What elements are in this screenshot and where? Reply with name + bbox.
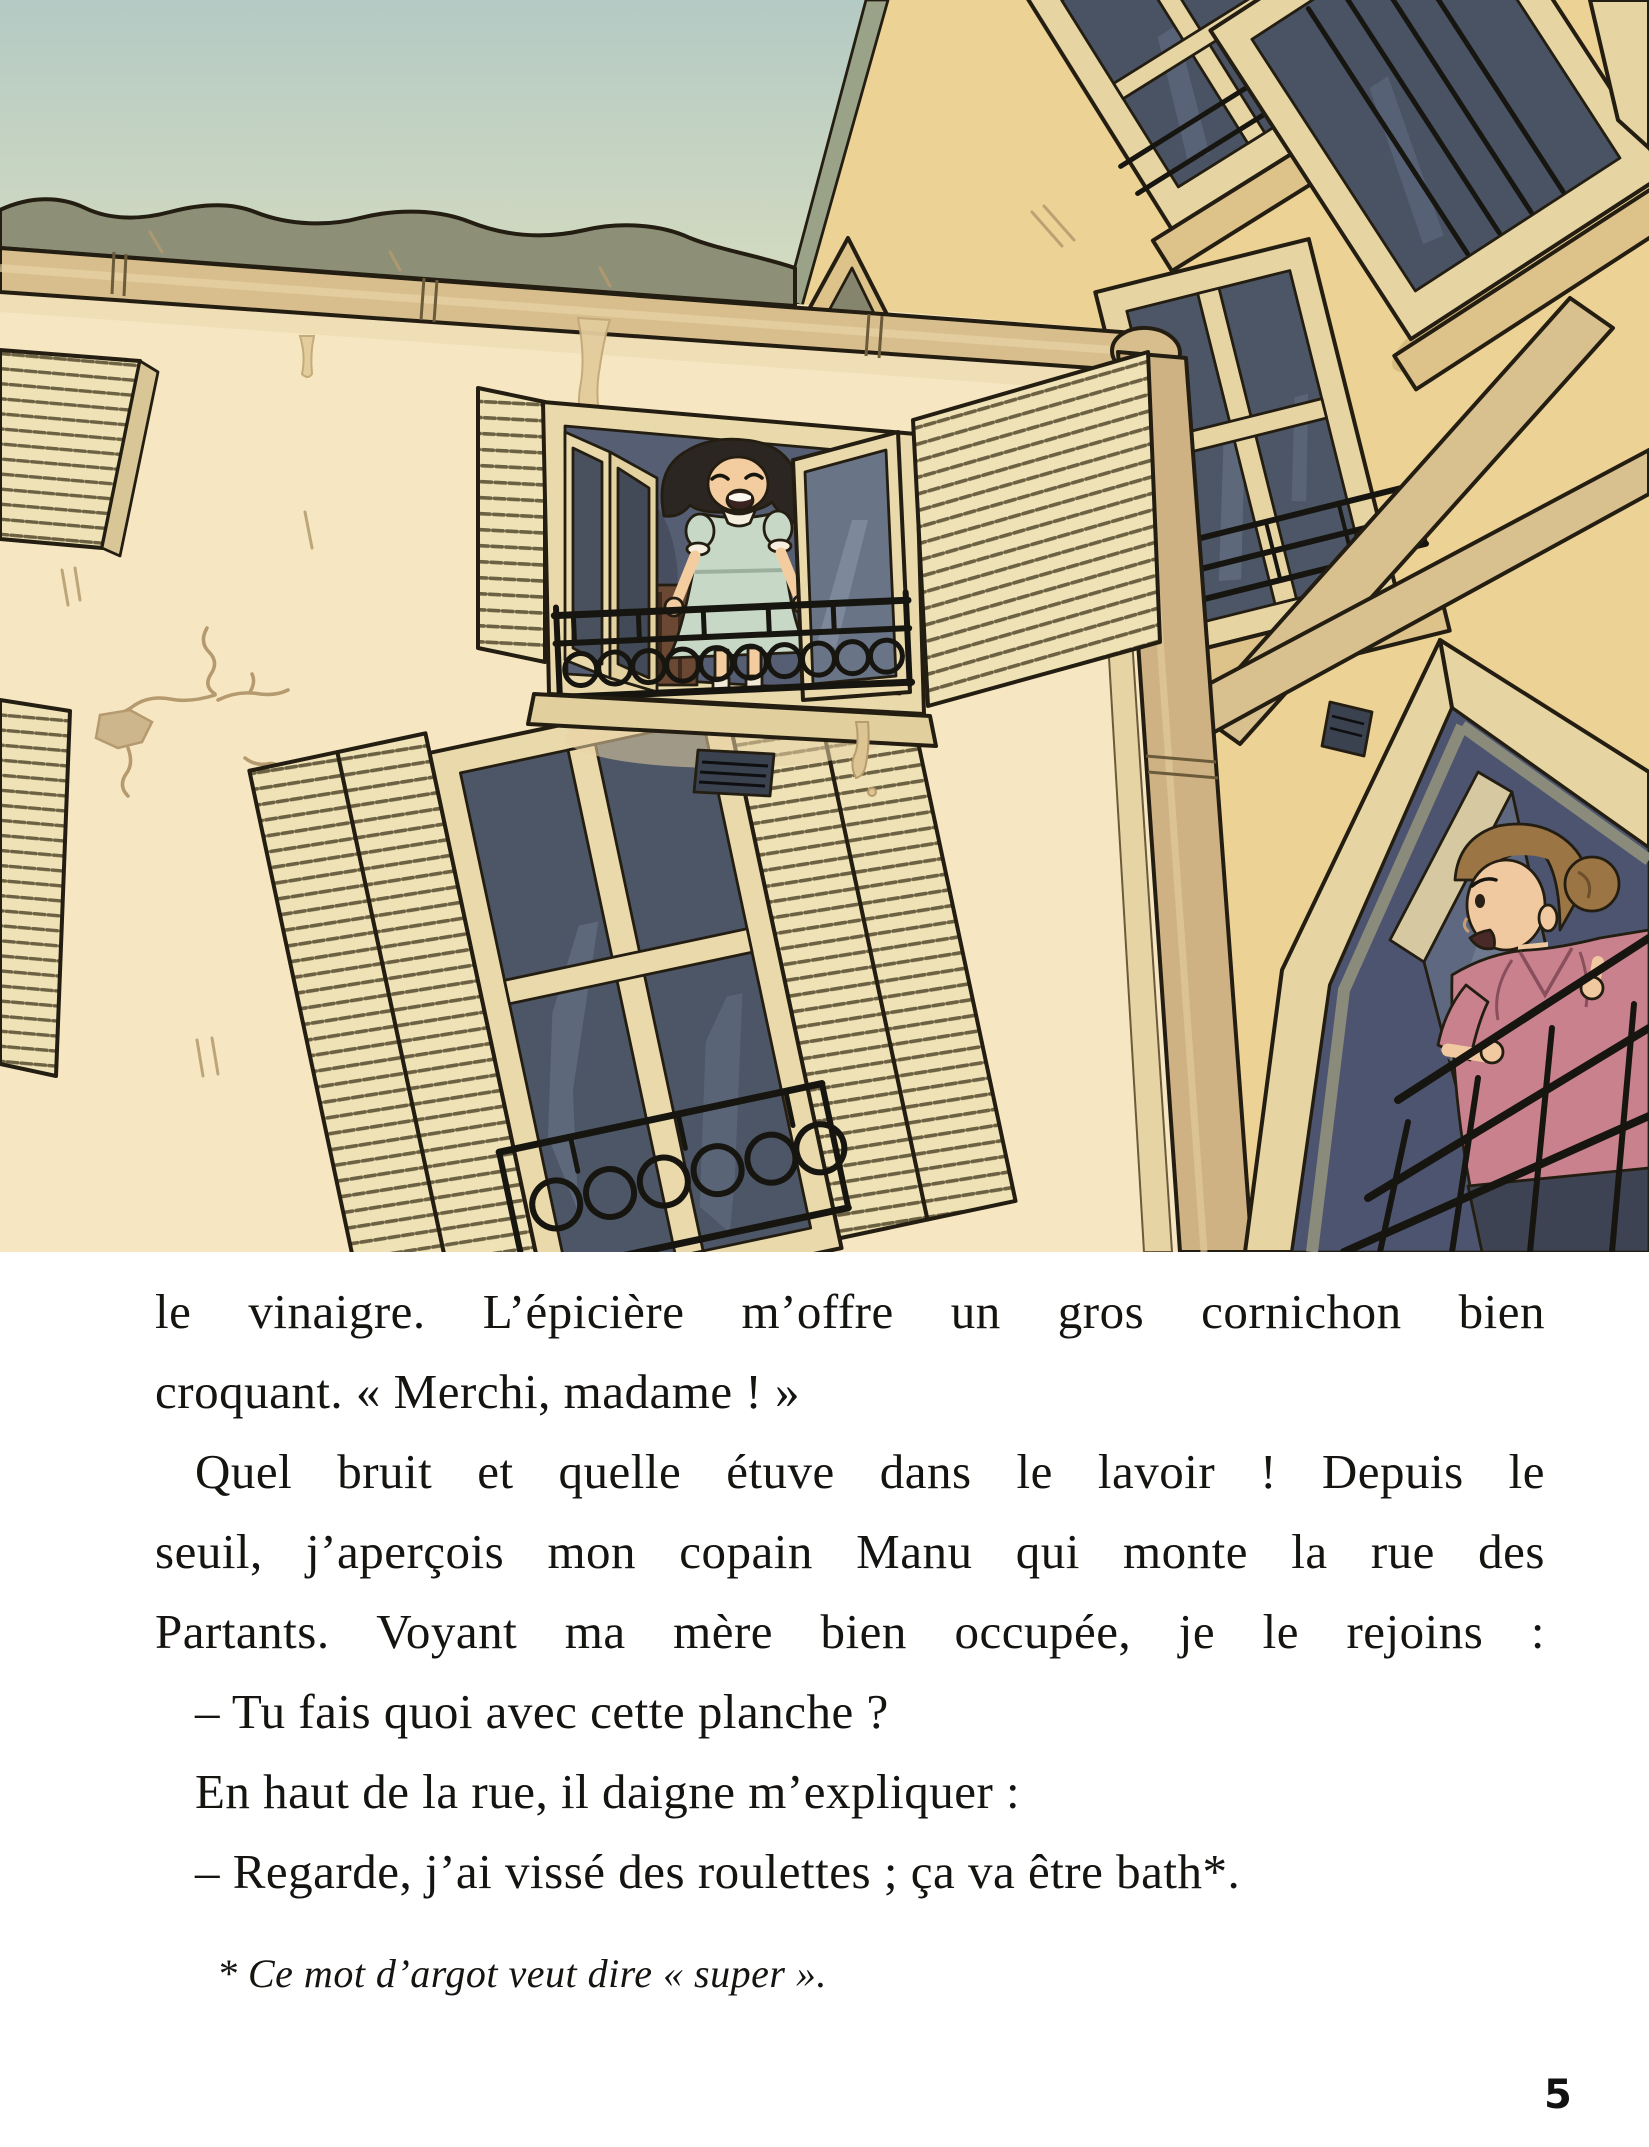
- story-text: [155, 1272, 1545, 2000]
- page-number: 5: [1544, 2072, 1572, 2118]
- casement-right: [793, 432, 910, 700]
- story-line: Quel bruit et quelle étuve dans le lavoir ! Depuis le: [195, 1444, 1545, 1499]
- story-line: Partants. Voyant ma mère bien occupée, je le rejoins :: [155, 1604, 1545, 1659]
- story-line: – Tu fais quoi avec cette planche ?: [195, 1684, 889, 1739]
- story-line: En haut de la rue, il daigne m’expliquer :: [195, 1764, 1021, 1819]
- girl-window-left-shutter: [478, 388, 545, 662]
- story-line: – Regarde, j’ai vissé des roulettes ; ça va être bath*.: [195, 1844, 1241, 1899]
- left-edge-shutter-lower: [0, 700, 70, 1076]
- story-line: croquant. « Merchi, madame ! »: [155, 1364, 800, 1419]
- footnote: * Ce mot d’argot veut dire « super ».: [217, 1951, 827, 1996]
- story-line: le vinaigre. L’épicière m’offre un gros cornichon bien: [155, 1284, 1545, 1339]
- vent-grille-right: [1322, 702, 1372, 756]
- vent-grille-left: [694, 750, 774, 796]
- woman-hair-bun: [1565, 857, 1619, 911]
- story-line: seuil, j’aperçois mon copain Manu qui monte la rue des: [155, 1524, 1545, 1579]
